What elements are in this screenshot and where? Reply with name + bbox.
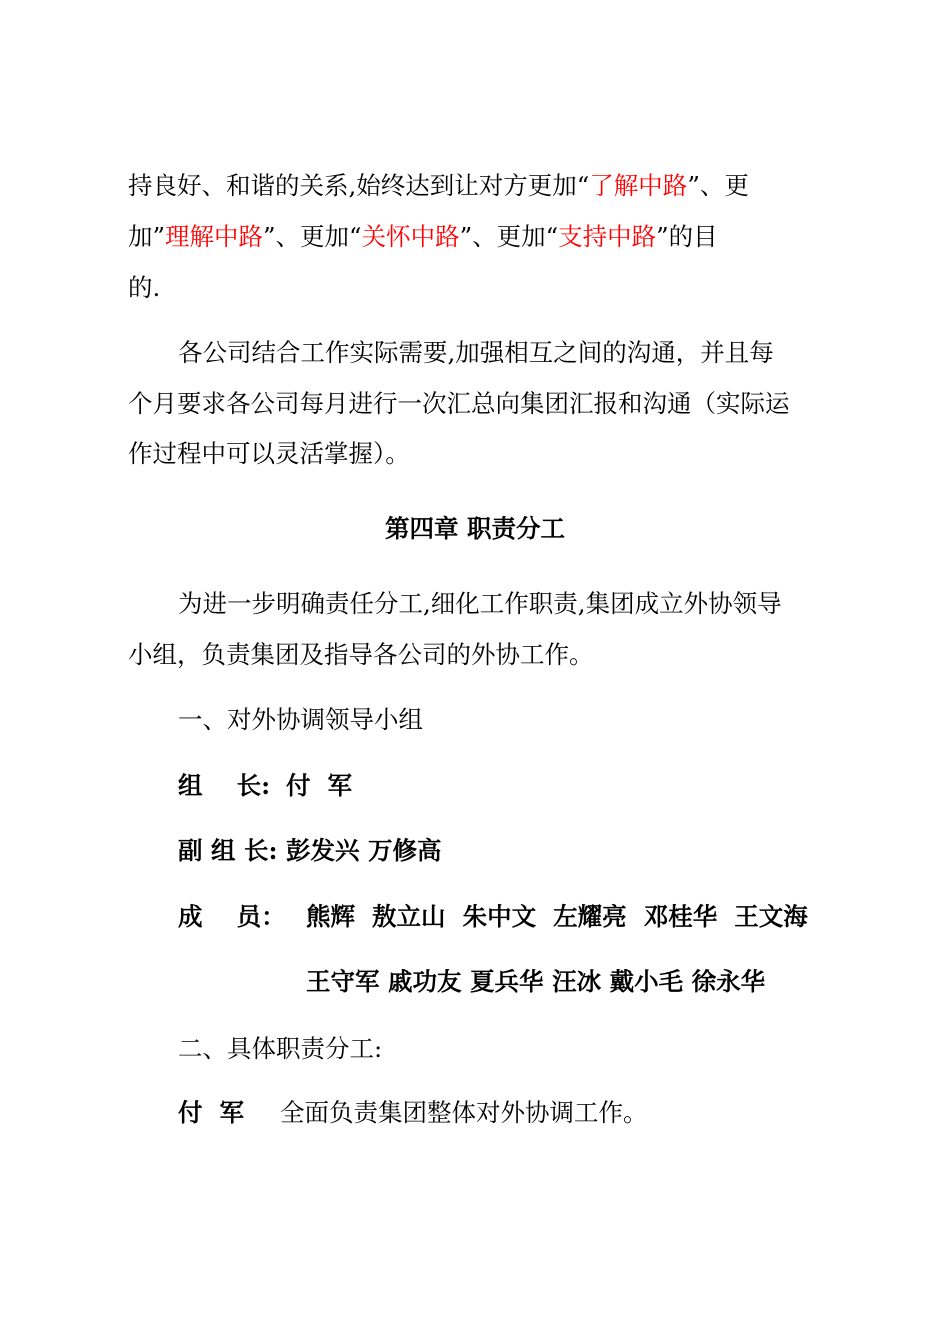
paragraph-1-line-2: [128, 221, 718, 253]
deputy-leader-label: 副 组 长:: [178, 836, 278, 865]
leader-value: 付 军: [286, 771, 353, 800]
text-span: 持良好、和谐的关系,始终达到让对方更加“: [128, 171, 590, 200]
paragraph-2-line-3: 作过程中可以灵活掌握）。: [128, 439, 410, 468]
highlight-text: 关怀中路: [361, 222, 460, 251]
paragraph-1-line-1: [128, 170, 749, 202]
text-span: 加”: [128, 222, 166, 251]
duty-person-name: 付 军: [178, 1098, 245, 1127]
duty-row: [178, 1097, 648, 1129]
duty-description: 全面负责集团整体对外协调工作。: [280, 1098, 648, 1127]
paragraph-3-line-2: 小组，负责集团及指导各公司的外协工作。: [128, 640, 594, 669]
text-span: ”、更: [687, 171, 749, 200]
paragraph-2-line-2: 个月要求各公司每月进行一次汇总向集团汇报和沟通（实际运: [128, 389, 790, 418]
paragraph-3-line-1: 为进一步明确责任分工,细化工作职责,集团成立外协领导: [178, 589, 782, 618]
highlight-text: 了解中路: [589, 171, 688, 200]
members-row: [178, 901, 808, 933]
deputy-leader-value: 彭发兴 万修高: [286, 836, 442, 865]
members-label: 成 员：: [178, 902, 286, 931]
paragraph-2-line-1: 各公司结合工作实际需要,加强相互之间的沟通，并且每: [178, 338, 774, 367]
highlight-text: 理解中路: [165, 222, 264, 251]
text-span: ”的目: [656, 222, 718, 251]
members-line-1: 熊辉 敖立山 朱中文 左耀亮 邓桂华 王文海: [306, 902, 808, 931]
text-span: ”、更加“: [459, 222, 559, 251]
paragraph-1-line-3: 的.: [128, 273, 161, 302]
highlight-text: 支持中路: [558, 222, 657, 251]
text-span: ”、更加“: [263, 222, 362, 251]
deputy-leader-row: [178, 835, 442, 867]
section-2-heading: 二、具体职责分工:: [178, 1034, 383, 1063]
section-1-heading: 一、对外协调领导小组: [178, 705, 423, 734]
chapter-title: 第四章 职责分工: [384, 514, 566, 543]
leader-label: 组 长:: [178, 771, 271, 800]
members-line-2: 王守军 戚功友 夏兵华 汪冰 戴小毛 徐永华: [306, 967, 766, 996]
leader-row: [178, 770, 352, 802]
